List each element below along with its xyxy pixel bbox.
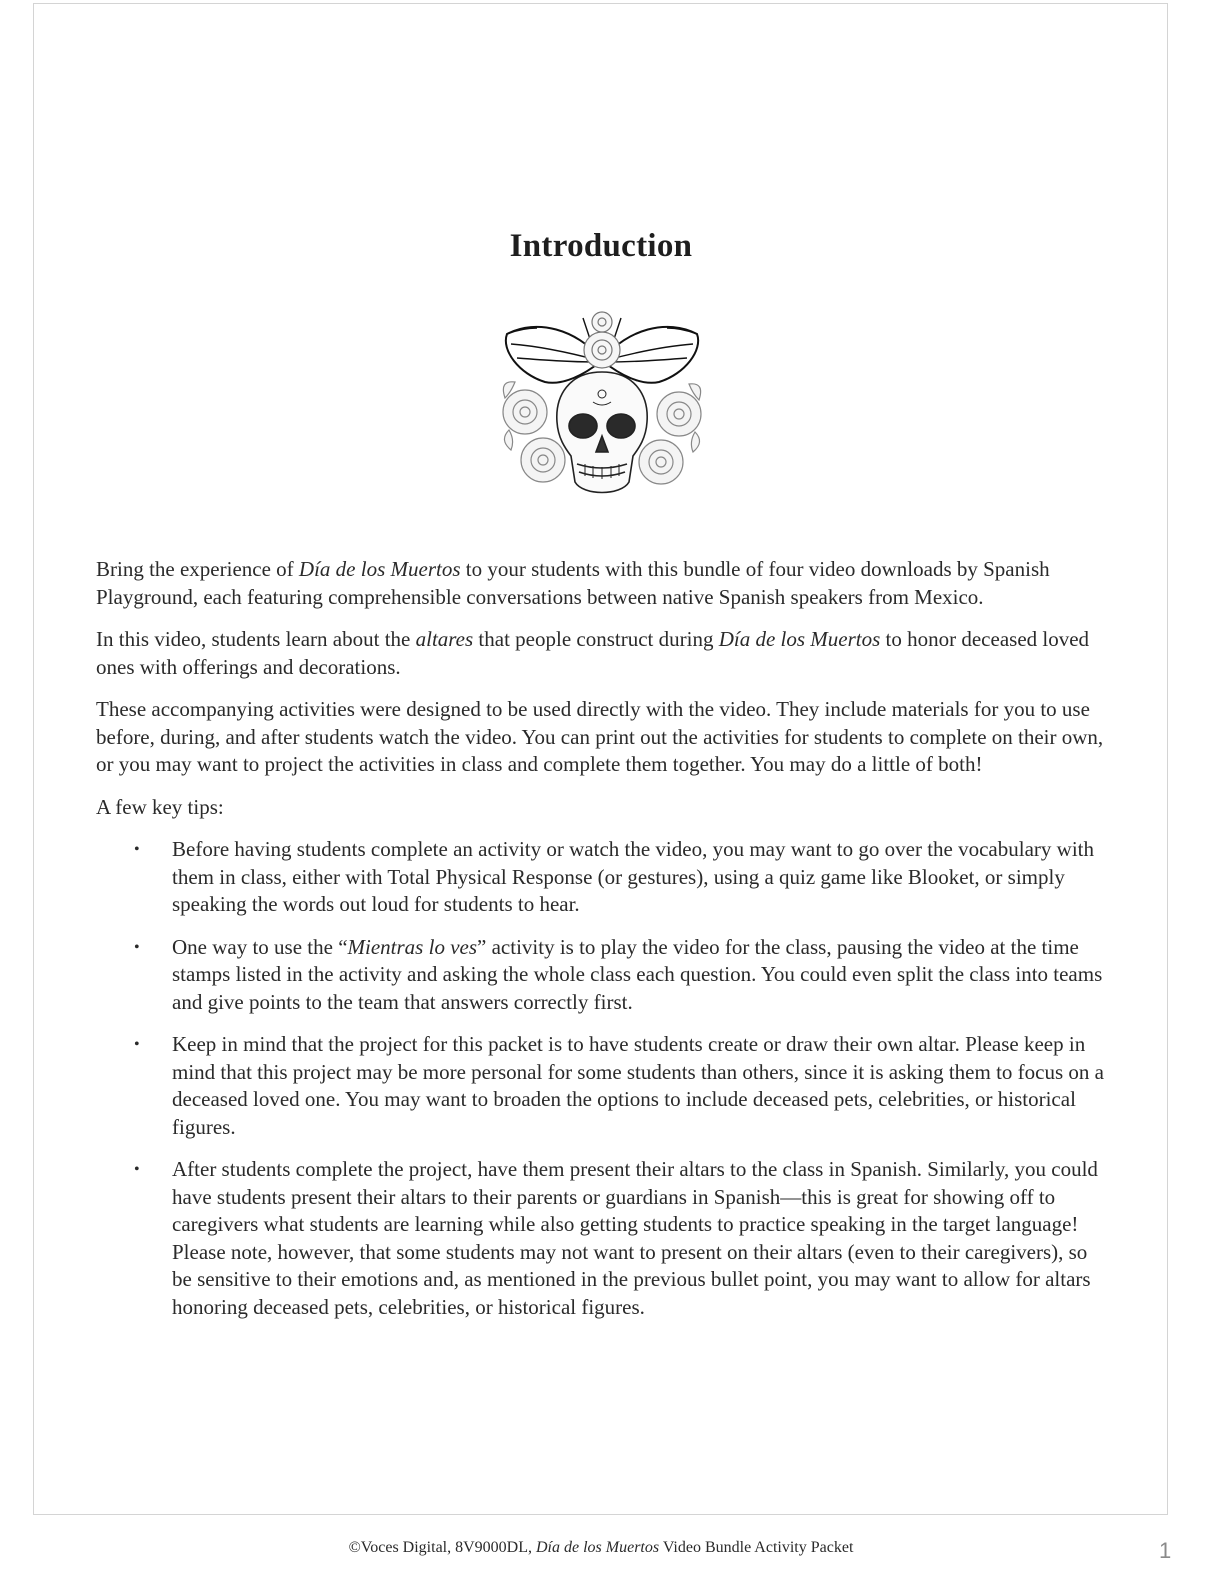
text-run: ©Voces Digital, 8V9000DL, [348,1539,536,1556]
text-run: These accompanying activities were designed to be used directly with the video. They include materials for you to use before, during, and after students watch the video. You can print out the activities for students to complete on their own, or you may want to project the activities in class and complete them together. You may do a little of both! [96,697,1104,776]
text-run: Keep in mind that the project for this packet is to have students create or draw their own altar. Please keep in mind that this project may be more personal for some students than others, since it is asking them to focus on a deceased loved one. You may want to broaden the options to include deceased pets, celebrities, or historical figures. [172,1032,1104,1139]
text-run: After students complete the project, have them present their altars to the class in Spanish. Similarly, you could have students present their altars to their parents or guardians in Spanish—this is great for showing off to caregivers what students are learning while also getting students to practice speaking in the target language! Please note, however, that some students may not want to present on their altars (even to their caregivers), so be sensitive to their emotions and, as mentioned in the previous bullet point, you may want to allow for altars honoring deceased pets, celebrities, or historical figures. [172,1157,1098,1319]
bullet-icon: • [134,1161,140,1178]
tip-list-item [96,934,1111,1017]
paragraph-tips-heading [96,794,1111,822]
tip-list-item [96,836,1111,919]
sugar-skull-with-butterfly-and-roses-icon [497,310,707,504]
text-run: ” activity is to play the video for the class, pausing the video at the time stamps listed in the activity and asking the whole class each question. You could even split the class into teams and give points to the team that answers correctly first. [172,934,1103,1014]
text-run: Before having students complete an activity or watch the video, you may want to go over the vocabulary with them in class, either with Total Physical Response (or gestures), using a quiz game like Blooket, or simply speaking the words out loud for students to hear. [172,837,1094,916]
text-run: to honor deceased loved ones with offerings and decorations. [96,627,1090,679]
text-run: A few key tips: [96,794,224,819]
tip-list-item [96,1031,1111,1141]
paragraph-activities [96,696,1111,779]
text-run: that people construct during [473,627,719,651]
text-run: One way to use the “ [172,934,348,959]
bullet-icon: • [134,1036,140,1053]
italic-text-run: Día de los Muertos [298,557,461,581]
text-run: In this video, students learn about the [96,627,416,651]
text-run: Bring the experience of [96,557,299,581]
tip-list-item [96,1156,1111,1321]
sugar-skull-illustration [497,310,707,504]
italic-text-run: Día de los Muertos [718,627,881,651]
tips-list [96,836,1111,1321]
page-number: 1 [1159,1538,1172,1563]
bullet-icon: • [134,938,140,956]
italic-text-run: Mientras lo ves [347,934,478,959]
italic-text-run: altares [415,627,474,651]
page-footer [0,1539,1202,1557]
bullet-icon: • [134,841,140,858]
paragraph-video-description [96,626,1111,681]
text-run: to your students with this bundle of four video downloads by Spanish Playground, each featuring comprehensible conversations between native Spanish speakers from Mexico. [96,557,1050,609]
text-run: Video Bundle Activity Packet [659,1539,854,1556]
introduction-body [96,556,1111,1336]
paragraph-intro [96,556,1111,611]
italic-text-run: Día de los Muertos [536,1539,660,1556]
page-title: Introduction [509,228,693,264]
